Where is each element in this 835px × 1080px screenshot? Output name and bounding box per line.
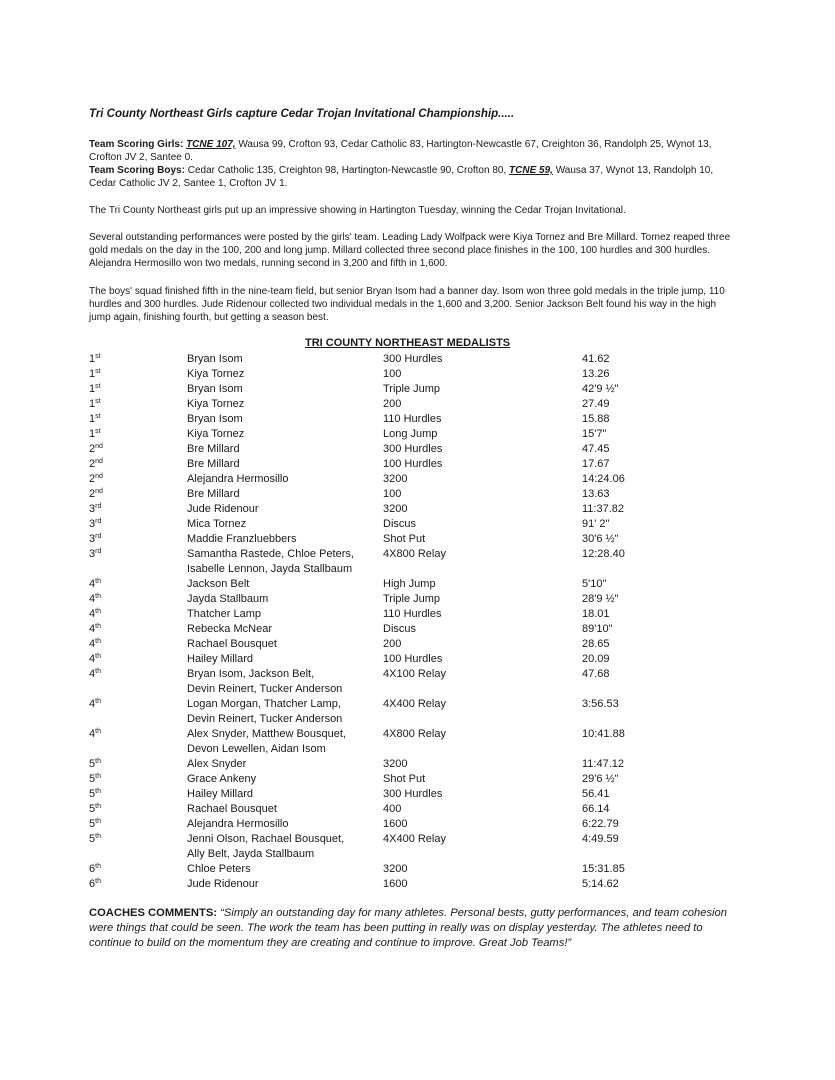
medalist-row — [0, 637, 835, 652]
medalist-name — [187, 352, 243, 367]
medalist-name-line: Hailey Millard — [187, 788, 254, 800]
medalist-mark: 11:37.82 — [582, 503, 625, 515]
medalist-event: 3200 — [383, 503, 408, 515]
medalist-name — [187, 877, 259, 892]
place-suffix: nd — [95, 443, 103, 450]
medalist-name-line: Grace Ankeny — [187, 773, 257, 785]
coaches-comments-label: COACHES COMMENTS: — [89, 907, 218, 919]
medalist-mark: 29'6 ½" — [582, 773, 619, 785]
medalist-mark: 5'10" — [582, 578, 607, 590]
medalist-place — [89, 397, 101, 412]
medalist-event: 300 Hurdles — [383, 443, 443, 455]
medalist-mark: 13.63 — [582, 488, 610, 500]
medalist-name-line: Devin Reinert, Tucker Anderson — [187, 713, 343, 725]
medalist-name-line: Rachael Bousquet — [187, 638, 277, 650]
medalist-mark: 42'9 ½" — [582, 383, 619, 395]
medalist-mark: 15.88 — [582, 413, 610, 425]
place-suffix: th — [95, 878, 101, 885]
medalist-name — [187, 667, 342, 697]
medalist-mark: 27.49 — [582, 398, 610, 410]
medalist-event: Long Jump — [383, 428, 438, 440]
medalist-row — [0, 862, 835, 877]
team-scoring-girls-label: Team Scoring Girls: — [89, 139, 184, 150]
place-number: 1 — [89, 353, 96, 365]
place-number: 4 — [89, 668, 96, 680]
medalist-place — [89, 802, 101, 817]
medalist-mark: 17.67 — [582, 458, 610, 470]
place-number: 5 — [89, 773, 96, 785]
medalist-row — [0, 787, 835, 802]
team-scoring-girls-rest: Wausa 99, Crofton 93, Cedar Catholic 83, Hartington-Newcastle 67, Creighton 36, Randolph 25, Wynot 13, Crofton JV 2, Santee 0. — [89, 139, 712, 163]
place-suffix: rd — [95, 548, 102, 555]
medalist-name-line: Kiya Tornez — [187, 368, 245, 380]
medalist-row — [0, 667, 835, 697]
medalist-mark: 14:24.06 — [582, 473, 625, 485]
place-number: 5 — [89, 818, 96, 830]
place-suffix: nd — [95, 458, 103, 465]
medalist-event: 300 Hurdles — [383, 353, 443, 365]
place-number: 1 — [89, 398, 96, 410]
medalist-name-line: Thatcher Lamp — [187, 608, 261, 620]
medalist-row — [0, 517, 835, 532]
medalist-name-line: Kiya Tornez — [187, 428, 245, 440]
place-number: 4 — [89, 728, 96, 740]
place-number: 1 — [89, 368, 96, 380]
medalist-name — [187, 862, 251, 877]
medalist-row — [0, 577, 835, 592]
medalist-place — [89, 877, 101, 892]
medalist-name-line: Alejandra Hermosillo — [187, 473, 289, 485]
place-suffix: st — [95, 398, 101, 405]
medalist-mark: 18.01 — [582, 608, 610, 620]
place-suffix: th — [95, 593, 101, 600]
medalist-row — [0, 547, 835, 577]
paragraph-boys: The boys' squad finished fifth in the nine-team field, but senior Bryan Isom had a banner day. Isom won three gold medals in the triple jump, 110 hurdles and 300 hurdles. Jude Ridenour collected two individual medals in the 1,600 and 3,200. Senior Jackson Belt found his way in the high jump again, finishing fourth, but getting a season best. — [89, 286, 725, 323]
medalist-name — [187, 427, 244, 442]
coaches-comments — [89, 906, 729, 951]
medalist-name — [187, 787, 253, 802]
medalist-row — [0, 412, 835, 427]
medalist-name-line: Bryan Isom — [187, 353, 243, 365]
medalist-name-line: Bre Millard — [187, 443, 240, 455]
medalist-event: 110 Hurdles — [383, 413, 442, 425]
place-number: 6 — [89, 863, 96, 875]
medalist-name-line: Logan Morgan, Thatcher Lamp, — [187, 698, 341, 710]
medalist-place — [89, 622, 101, 637]
place-number: 2 — [89, 458, 96, 470]
medalist-place — [89, 637, 101, 652]
medalist-place — [89, 772, 101, 787]
medalist-name-line: Rachael Bousquet — [187, 803, 277, 815]
medalist-name-line: Jackson Belt — [187, 578, 250, 590]
medalist-name-line: Rebecka McNear — [187, 623, 272, 635]
medalist-name — [187, 727, 346, 757]
medalist-event: High Jump — [383, 578, 436, 590]
medalist-row — [0, 457, 835, 472]
medalist-row — [0, 832, 835, 862]
medalist-name-line: Maddie Franzluebbers — [187, 533, 297, 545]
place-suffix: st — [95, 383, 101, 390]
place-suffix: nd — [95, 488, 103, 495]
medalist-event: Discus — [383, 623, 417, 635]
medalist-name — [187, 637, 277, 652]
team-scoring-girls — [89, 138, 739, 164]
place-number: 1 — [89, 428, 96, 440]
medalist-name — [187, 367, 244, 382]
medalist-name-line: Alex Snyder, Matthew Bousquet, — [187, 728, 346, 740]
coaches-comments-quote: “Simply an outstanding day for many athletes. Personal bests, gutty performances, and team cohesion were things that could be seen. The work the team has been putting in really was on display yesterday. The athletes need to continue to build on the momentum they are creating and continue to improve. Great Job Teams!” — [89, 907, 727, 949]
medalist-row — [0, 472, 835, 487]
medalist-name-line: Devin Reinert, Tucker Anderson — [187, 683, 343, 695]
medalist-event: 1600 — [383, 878, 408, 890]
place-suffix: rd — [95, 533, 102, 540]
medalist-name — [187, 487, 240, 502]
medalist-event: 110 Hurdles — [383, 608, 442, 620]
medalist-event: 400 — [383, 803, 402, 815]
medalist-place — [89, 367, 101, 382]
place-suffix: nd — [95, 473, 103, 480]
medalist-name — [187, 412, 243, 427]
medalist-place — [89, 457, 103, 472]
medalist-mark: 10:41.88 — [582, 728, 625, 740]
medalist-name-line: Chloe Peters — [187, 863, 251, 875]
medalist-name-line: Kiya Tornez — [187, 398, 245, 410]
medalist-mark: 89'10" — [582, 623, 613, 635]
medalist-mark: 91' 2" — [582, 518, 610, 530]
medalist-name — [187, 502, 259, 517]
medalist-name-line: Jayda Stallbaum — [187, 593, 269, 605]
medalist-event: 3200 — [383, 863, 408, 875]
medalist-event: 100 Hurdles — [383, 458, 443, 470]
place-number: 4 — [89, 653, 96, 665]
team-scoring-boys-after: Wausa 37, Wynot 13, Randolph 10, Cedar Catholic JV 2, Santee 1, Crofton JV 1. — [89, 165, 714, 189]
place-number: 2 — [89, 443, 96, 455]
medalist-place — [89, 517, 101, 532]
medalist-place — [89, 862, 101, 877]
place-suffix: th — [95, 818, 101, 825]
medalist-mark: 13.26 — [582, 368, 610, 380]
medalist-event: 1600 — [383, 818, 408, 830]
medalist-row — [0, 817, 835, 832]
medalist-name-line: Bryan Isom — [187, 413, 243, 425]
medalist-event: 3200 — [383, 758, 408, 770]
medalist-mark: 12:28.40 — [582, 548, 625, 560]
medalist-name — [187, 547, 354, 577]
place-suffix: th — [95, 773, 101, 780]
medalist-place — [89, 727, 101, 742]
medalist-name-line: Isabelle Lennon, Jayda Stallbaum — [187, 563, 353, 575]
medalist-event: Shot Put — [383, 773, 426, 785]
medalist-name — [187, 622, 272, 637]
medalist-place — [89, 817, 101, 832]
place-number: 5 — [89, 788, 96, 800]
medalist-event: Shot Put — [383, 533, 426, 545]
medalist-name-line: Hailey Millard — [187, 653, 254, 665]
team-scoring-boys — [89, 164, 739, 190]
medalist-row — [0, 772, 835, 787]
place-suffix: st — [95, 353, 101, 360]
medalist-mark: 28'9 ½" — [582, 593, 619, 605]
medalist-mark: 11:47.12 — [582, 758, 625, 770]
medalist-event: 4X800 Relay — [383, 728, 446, 740]
place-suffix: st — [95, 368, 101, 375]
medalist-place — [89, 667, 101, 682]
place-suffix: rd — [95, 518, 102, 525]
medalist-name-line: Bryan Isom, Jackson Belt, — [187, 668, 315, 680]
medalist-row — [0, 502, 835, 517]
medalist-name-line: Samantha Rastede, Chloe Peters, — [187, 548, 354, 560]
medalist-place — [89, 352, 101, 367]
medalist-name — [187, 457, 240, 472]
headline: Tri County Northeast Girls capture Cedar Trojan Invitational Championship..... — [89, 108, 515, 120]
medalist-name — [187, 592, 268, 607]
medalist-row — [0, 487, 835, 502]
medalist-place — [89, 787, 101, 802]
medalist-mark: 30'6 ½" — [582, 533, 619, 545]
medalist-mark: 66.14 — [582, 803, 610, 815]
place-suffix: st — [95, 413, 101, 420]
medalist-name — [187, 577, 249, 592]
medalist-event: 4X800 Relay — [383, 548, 446, 560]
medalist-row — [0, 757, 835, 772]
place-number: 3 — [89, 548, 96, 560]
medalist-row — [0, 382, 835, 397]
medalist-event: 100 Hurdles — [383, 653, 443, 665]
place-suffix: th — [95, 833, 101, 840]
medalist-name-line: Devon Lewellen, Aidan Isom — [187, 743, 326, 755]
medalists-table — [0, 352, 835, 892]
medalist-name — [187, 817, 289, 832]
place-number: 4 — [89, 623, 96, 635]
place-number: 1 — [89, 383, 96, 395]
medalist-row — [0, 367, 835, 382]
medalist-name — [187, 382, 243, 397]
place-number: 4 — [89, 638, 96, 650]
medalist-event: 300 Hurdles — [383, 788, 443, 800]
medalist-place — [89, 427, 101, 442]
place-suffix: th — [95, 638, 101, 645]
medalist-name-line: Jude Ridenour — [187, 878, 259, 890]
place-suffix: th — [95, 653, 101, 660]
place-suffix: th — [95, 758, 101, 765]
medalist-mark: 41.62 — [582, 353, 610, 365]
place-number: 1 — [89, 413, 96, 425]
place-number: 4 — [89, 698, 96, 710]
medalist-mark: 3:56.53 — [582, 698, 619, 710]
medalist-place — [89, 382, 101, 397]
medalist-row — [0, 397, 835, 412]
medalist-row — [0, 802, 835, 817]
medalist-place — [89, 532, 101, 547]
medalist-event: 4X400 Relay — [383, 833, 446, 845]
team-scoring-boys-tcne: TCNE 59, — [509, 165, 553, 176]
team-scoring-girls-tcne: TCNE 107, — [186, 139, 236, 150]
medalist-name-line: Bryan Isom — [187, 383, 243, 395]
medalist-place — [89, 472, 103, 487]
place-number: 4 — [89, 593, 96, 605]
medalist-mark: 47.45 — [582, 443, 610, 455]
medalist-place — [89, 592, 101, 607]
place-suffix: th — [95, 728, 101, 735]
medalist-mark: 28.65 — [582, 638, 610, 650]
place-suffix: th — [95, 623, 101, 630]
medalist-name — [187, 652, 253, 667]
place-number: 2 — [89, 488, 96, 500]
medalist-place — [89, 652, 101, 667]
paragraph-intro: The Tri County Northeast girls put up an impressive showing in Hartington Tuesday, winning the Cedar Trojan Invitational. — [89, 205, 626, 216]
medalist-row — [0, 532, 835, 547]
place-suffix: th — [95, 698, 101, 705]
medalist-event: 4X100 Relay — [383, 668, 446, 680]
medalist-mark: 15:31.85 — [582, 863, 625, 875]
medalist-row — [0, 607, 835, 622]
team-scoring-boys-before: Cedar Catholic 135, Creighton 98, Hartington-Newcastle 90, Crofton 80, — [184, 165, 510, 176]
medalist-row — [0, 442, 835, 457]
medalist-name — [187, 442, 240, 457]
medalist-name-line: Jude Ridenour — [187, 503, 259, 515]
medalist-row — [0, 427, 835, 442]
medalist-mark: 47.68 — [582, 668, 610, 680]
medalist-event: 4X400 Relay — [383, 698, 446, 710]
medalist-mark: 5:14.62 — [582, 878, 619, 890]
place-number: 3 — [89, 503, 96, 515]
medalist-place — [89, 412, 101, 427]
medalist-event: Discus — [383, 518, 417, 530]
medalist-name — [187, 517, 246, 532]
medalist-name — [187, 397, 244, 412]
medalist-row — [0, 652, 835, 667]
medalist-mark: 6:22.79 — [582, 818, 619, 830]
medalist-name — [187, 607, 261, 622]
medalist-event: Triple Jump — [383, 593, 441, 605]
medalist-place — [89, 577, 101, 592]
medalist-place — [89, 757, 101, 772]
team-scoring-boys-label: Team Scoring Boys: — [89, 165, 185, 176]
medalist-name-line: Jenni Olson, Rachael Bousquet, — [187, 833, 345, 845]
place-suffix: th — [95, 788, 101, 795]
medalist-name — [187, 832, 344, 862]
medalist-name-line: Ally Belt, Jayda Stallbaum — [187, 848, 315, 860]
medalist-place — [89, 697, 101, 712]
medalist-row — [0, 622, 835, 637]
medalist-name-line: Bre Millard — [187, 458, 240, 470]
medalist-mark: 20.09 — [582, 653, 610, 665]
medalist-mark: 56.41 — [582, 788, 610, 800]
place-suffix: th — [95, 608, 101, 615]
medalist-name — [187, 472, 289, 487]
place-number: 6 — [89, 878, 96, 890]
medalist-name — [187, 532, 296, 547]
place-suffix: th — [95, 803, 101, 810]
medalist-event: Triple Jump — [383, 383, 441, 395]
medalist-event: 3200 — [383, 473, 408, 485]
medalists-title: TRI COUNTY NORTHEAST MEDALISTS — [305, 337, 511, 349]
place-number: 4 — [89, 578, 96, 590]
medalist-mark: 15'7" — [582, 428, 607, 440]
medalist-row — [0, 592, 835, 607]
medalist-name-line: Bre Millard — [187, 488, 240, 500]
medalist-name — [187, 757, 246, 772]
place-number: 5 — [89, 758, 96, 770]
medalist-name — [187, 697, 342, 727]
place-number: 4 — [89, 608, 96, 620]
paragraph-girls: Several outstanding performances were posted by the girls' team. Leading Lady Wolfpack were Kiya Tornez and Bre Millard. Tornez reaped three gold medals on the day in the 100, 200 and long jump. Millard collected three second place finishes in the 100, 100 hurdles and 300 hurdles. Alejandra Hermosillo won two medals, running second in 3,200 and fifth in 1,600. — [89, 232, 731, 269]
medalist-place — [89, 487, 103, 502]
place-number: 3 — [89, 533, 96, 545]
medalist-place — [89, 607, 101, 622]
medalist-name-line: Alex Snyder — [187, 758, 247, 770]
medalist-event: 100 — [383, 488, 402, 500]
medalist-row — [0, 877, 835, 892]
medalist-row — [0, 697, 835, 727]
medalist-name — [187, 802, 277, 817]
medalist-place — [89, 442, 103, 457]
medalist-name-line: Alejandra Hermosillo — [187, 818, 289, 830]
medalist-place — [89, 502, 101, 517]
medalist-event: 100 — [383, 368, 402, 380]
place-number: 2 — [89, 473, 96, 485]
medalist-event: 200 — [383, 638, 402, 650]
medalist-place — [89, 832, 101, 847]
medalist-name-line: Mica Tornez — [187, 518, 247, 530]
medalist-row — [0, 352, 835, 367]
place-suffix: th — [95, 578, 101, 585]
medalist-name — [187, 772, 256, 787]
place-number: 5 — [89, 803, 96, 815]
medalist-place — [89, 547, 101, 562]
medalist-row — [0, 727, 835, 757]
place-suffix: th — [95, 863, 101, 870]
place-suffix: st — [95, 428, 101, 435]
place-suffix: th — [95, 668, 101, 675]
medalist-mark: 4:49.59 — [582, 833, 619, 845]
place-suffix: rd — [95, 503, 102, 510]
place-number: 5 — [89, 833, 96, 845]
medalist-event: 200 — [383, 398, 402, 410]
place-number: 3 — [89, 518, 96, 530]
